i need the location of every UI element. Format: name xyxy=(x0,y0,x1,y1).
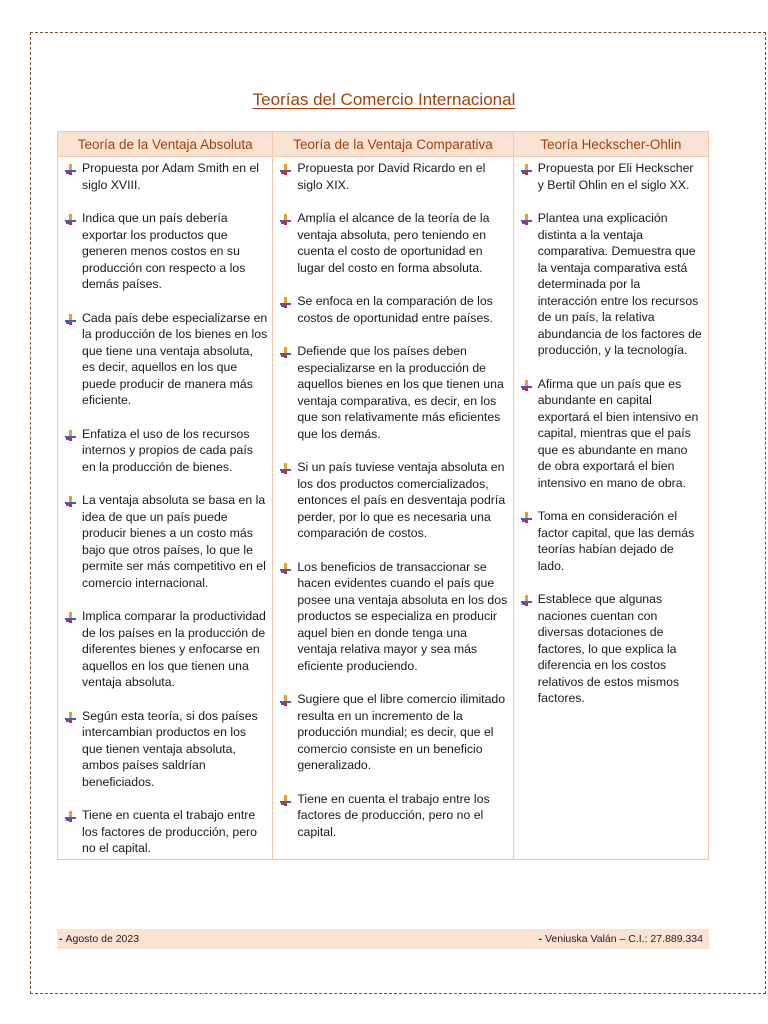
list-item xyxy=(520,508,703,574)
arrow-bullet-icon xyxy=(65,163,76,174)
list-item-text: Sugiere que el libre comercio ilimitado resulta en un incremento de la producción mundial; es decir, que el comercio consiste en un beneficio generalizado. xyxy=(297,692,506,772)
arrow-bullet-icon xyxy=(280,562,291,573)
arrow-bullet-icon xyxy=(65,495,76,506)
footer-dash: - xyxy=(538,933,542,945)
table-body-row xyxy=(58,157,709,860)
arrow-bullet-icon xyxy=(280,296,291,307)
list-item xyxy=(64,492,267,591)
list-item-text: Propuesta por Eli Heckscher y Bertil Ohlin en el siglo XX. xyxy=(537,161,694,192)
list-item-text: Tiene en cuenta el trabajo entre los factores de producción, pero no el capital. xyxy=(82,808,257,855)
list-item xyxy=(520,210,703,359)
arrow-bullet-icon xyxy=(521,594,532,605)
list-item-text: Propuesta por David Ricardo en el siglo XIX. xyxy=(297,161,486,192)
list-item-text: Los beneficios de transaccionar se hacen evidentes cuando el país que posee una ventaja absoluta en los dos productos se especializa en producir aquel bien en donde tenga una ventaja relativa mayor y sea más eficiente produciendo. xyxy=(297,559,508,673)
list-item xyxy=(279,293,507,326)
list-item xyxy=(64,160,267,193)
list-item-text: Según esta teoría, si dos países intercambian productos en los que tienen ventaja absoluta, ambos países saldrían beneficiados. xyxy=(82,708,258,789)
footer-date xyxy=(59,929,139,949)
arrow-bullet-icon xyxy=(65,213,76,224)
list-item-text: Amplía el alcance de la teoría de la ventaja absoluta, pero teniendo en cuenta el costo de oportunidad en lugar del costo en forma absoluta. xyxy=(297,211,490,275)
arrow-bullet-icon xyxy=(280,163,291,174)
list-item xyxy=(279,343,507,442)
footer-author xyxy=(538,929,703,949)
list-item-text: Indica que un país debería exportar los productos que generen menos costos en su producción con respecto a los demás países. xyxy=(82,211,246,291)
arrow-bullet-icon xyxy=(521,213,532,224)
list-item-text: Tiene en cuenta el trabajo entre los factores de producción, pero no el capital. xyxy=(297,791,490,839)
arrow-bullet-icon xyxy=(280,462,291,473)
list-item xyxy=(64,608,267,691)
column-heckscher-ohlin xyxy=(513,157,708,860)
arrow-bullet-icon xyxy=(280,213,291,224)
arrow-bullet-icon xyxy=(521,379,532,390)
list-item xyxy=(520,591,703,707)
footer-author-text: Veniuska Valán – C.I.: 27.889.334 xyxy=(544,933,703,945)
arrow-bullet-icon xyxy=(280,694,291,705)
list-item xyxy=(279,791,507,841)
list-item xyxy=(64,310,267,409)
table-header-row xyxy=(58,132,709,157)
list-heckscher-ohlin xyxy=(520,160,703,707)
column-absolute xyxy=(58,157,273,860)
list-item-text: Defiende que los países deben especializarse en la producción de aquellos bienes en los que tienen una ventaja comparativa, es decir, en los que son relativamente más eficientes que los demás. xyxy=(297,344,504,441)
column-comparative xyxy=(273,157,513,860)
arrow-bullet-icon xyxy=(521,163,532,174)
theories-table xyxy=(57,131,709,860)
arrow-bullet-icon xyxy=(65,711,76,722)
list-item-text: Se enfoca en la comparación de los costos de oportunidad entre países. xyxy=(297,294,493,325)
arrow-bullet-icon xyxy=(65,429,76,440)
list-item-text: Cada país debe especializarse en la producción de los bienes en los que tiene una ventaja absoluta, es decir, aquellos en los que puede producir de manera más eficiente. xyxy=(82,310,268,407)
list-absolute xyxy=(64,160,267,857)
list-item xyxy=(279,559,507,675)
list-item xyxy=(279,691,507,774)
list-item-text: Plantea una explicación distinta a la ventaja comparativa. Demuestra que la ventaja comparativa está determinada por la interacción entre los recursos de un país, la relativa abundancia de los factores de producción, y la tecnología. xyxy=(537,211,702,357)
list-item-text: La ventaja absoluta se basa en la idea de que un país puede producir bienes a un costo más bajo que otros países, lo que le permite ser más competitivo en el comercio internacional. xyxy=(82,493,266,590)
list-item xyxy=(64,426,267,476)
list-item xyxy=(520,160,703,193)
footer-date-text: Agosto de 2023 xyxy=(65,933,140,945)
list-item-text: Toma en consideración el factor capital, que las demás teorías habían dejado de lado. xyxy=(537,509,695,573)
list-item xyxy=(64,807,267,857)
arrow-bullet-icon xyxy=(280,794,291,805)
list-item-text: Establece que algunas naciones cuentan con diversas dotaciones de factores, lo que explica la diferencia en los costos relativos de estos mismos factores. xyxy=(537,592,680,705)
document-title: Teorías del Comercio Internacional xyxy=(252,90,516,109)
list-item xyxy=(279,459,507,542)
list-item-text: Propuesta por Adam Smith en el siglo XVIII. xyxy=(82,161,260,192)
column-header-absolute: Teoría de la Ventaja Absoluta xyxy=(58,132,273,157)
list-item-text: Implica comparar la productividad de los países en la producción de diferentes bienes y enfocarse en aquellos en los que tienen una ventaja absoluta. xyxy=(82,609,266,689)
list-item-text: Si un país tuviese ventaja absoluta en los dos productos comercializados, entonces el país en desventaja podría perder, por lo que es necesaria una comparación de costos. xyxy=(297,460,506,540)
list-comparative xyxy=(279,160,507,840)
list-item xyxy=(64,210,267,293)
column-header-heckscher-ohlin: Teoría Heckscher-Ohlin xyxy=(513,132,708,157)
column-header-comparative: Teoría de la Ventaja Comparativa xyxy=(273,132,513,157)
list-item xyxy=(279,160,507,193)
footer-bar xyxy=(57,929,709,949)
list-item-text: Enfatiza el uso de los recursos internos y propios de cada país en la producción de bienes. xyxy=(82,426,253,474)
arrow-bullet-icon xyxy=(65,810,76,821)
arrow-bullet-icon xyxy=(521,511,532,522)
arrow-bullet-icon xyxy=(65,313,76,324)
list-item-text: Afirma que un país que es abundante en capital exportará el bien intensivo en capital, mientras que el país que es abundante en mano de obra exportará el bien intensivo en mano de obra. xyxy=(537,376,699,490)
list-item xyxy=(64,708,267,791)
footer-dash: - xyxy=(59,933,63,945)
arrow-bullet-icon xyxy=(280,346,291,357)
list-item xyxy=(520,376,703,492)
arrow-bullet-icon xyxy=(65,611,76,622)
list-item xyxy=(279,210,507,276)
